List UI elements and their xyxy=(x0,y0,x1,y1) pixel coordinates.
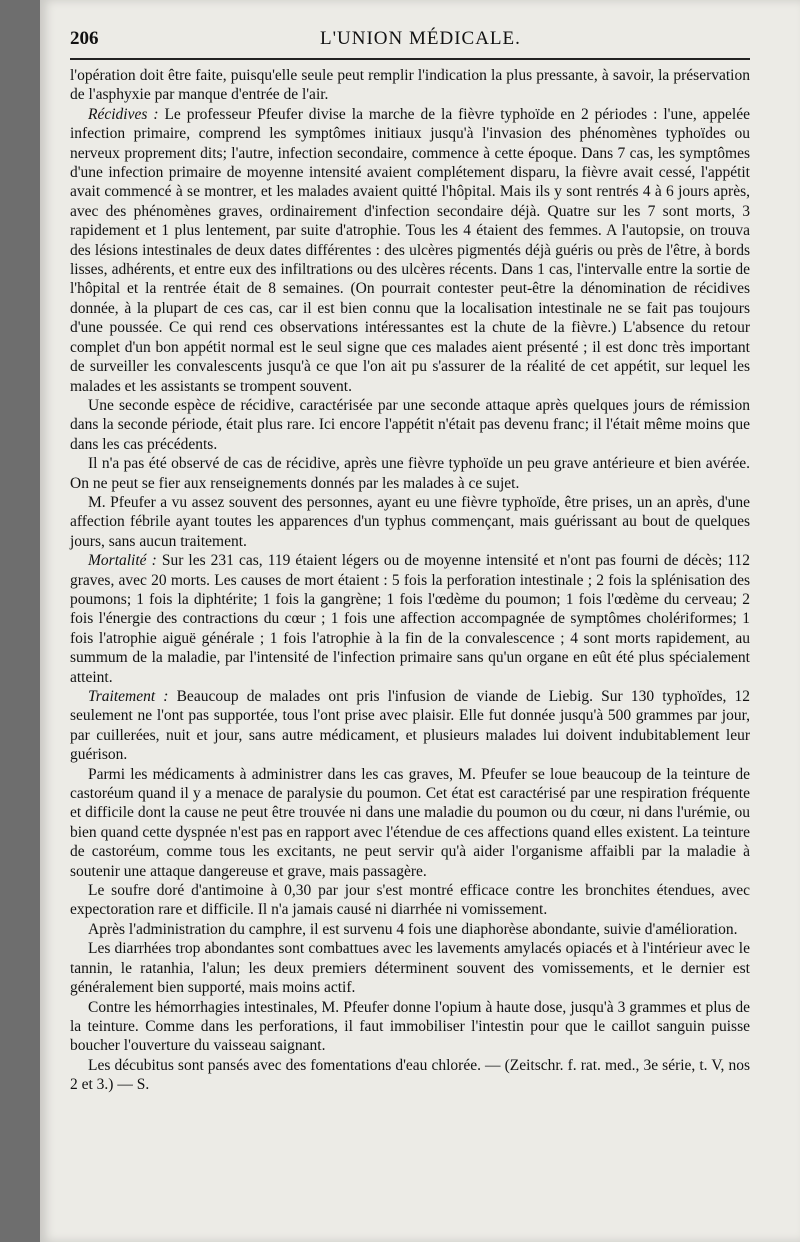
paragraph-text: l'opération doit être faite, puisqu'elle seule peut remplir l'indication la plus pressante, à savoir, la préservation de l'asphyxie par manque d'entrée de l'air. xyxy=(70,67,750,104)
running-head xyxy=(70,28,750,58)
paragraph-non-observe xyxy=(70,454,750,493)
paragraph-text: Le professeur Pfeufer divise la marche de la fièvre typhoïde en 2 périodes : l'une, appelée infection primaire, comprend les symptômes initiaux jusqu'à l'invasion des phénomènes typhoïdes ou nerveux proprement dits; l'autre, infection secondaire, commence à cette époque. Dans 7 cas, les symptômes d'une infection primaire de moyenne intensité avaient complétement disparu, la fièvre avait cessé, l'appétit avait commencé à se montrer, et les malades avaient quitté l'hôpital. Mais ils y sont rentrés 4 à 6 jours après, avec des phénomènes graves, ordinairement d'infection secondaire déjà. Quatre sur les 7 sont morts, 3 rapidement et 1 plus lentement, par suite d'atrophie. Tous les 4 étaient des femmes. A l'autopsie, on trouva des lésions intestinales de deux dates différentes : des ulcères pigmentés déjà guéris ou près de l'être, à bords lisses, adhérents, et entre eux des infiltrations ou des ulcères récents. Dans 1 cas, l'intervalle entre la sortie de l'hôpital et la rentrée était de 8 semaines. (On pourrait contester peut-être la dénomination de récidives donnée, à la plupart de ces cas, car il est bien connu que la localisation intestinale ne se fait pas toujours d'une poussée. Ce qui rend ces observations intéressantes est la chute de la fièvre.) L'absence du retour complet d'un bon appétit normal est le seul signe que ces malades aient présenté ; il est donc très important de surveiller les convalescents jusqu'à ce que l'on ait pu s'assurer de la réalité de cet appétit, sur lequel les malades et les assistants se trompent souvent. xyxy=(70,105,750,395)
paragraph-text: Une seconde espèce de récidive, caractérisée par une seconde attaque après quelques jours de rémission dans la seconde période, était plus rare. Ici encore l'appétit n'était pas devenu franc; il l'était même moins que dans les cas précédents. xyxy=(70,396,750,453)
paragraph-text: Il n'a pas été observé de cas de récidive, après une fièvre typhoïde un peu grave antérieure et bien avérée. On ne peut se fier aux renseignements donnés par les malades à ce sujet. xyxy=(70,455,750,492)
paragraph-decubitus xyxy=(70,1056,750,1095)
paragraph-text: Sur les 231 cas, 119 étaient légers ou de moyenne intensité et n'ont pas fourni de décès; 112 graves, avec 20 morts. Les causes de mort étaient : 5 fois la perforation intestinale ; 2 fois la splénisation des poumons; 1 fois la diphtérite; 1 fois la gangrène; 1 fois l'œdème du poumon; 1 fois l'œdème du cerveau; 2 fois l'énergie des contractions du cœur ; 1 fois une affection accompagnée de symptômes cholériformes; 1 fois l'atrophie aiguë générale ; 1 fois l'atrophie à la fin de la convalescence ; 4 sont morts rapidement, au summum de la maladie, par l'intensité de l'infection primaire sans qu'un organe en eût été plus spécialement atteint. xyxy=(70,552,750,686)
paragraph-mortalite xyxy=(70,551,750,687)
paragraph-hemorrhagies xyxy=(70,998,750,1056)
paragraph-seconde-espece xyxy=(70,396,750,454)
body-text xyxy=(70,66,750,1095)
paragraph-text: Contre les hémorrhagies intestinales, M. Pfeufer donne l'opium à haute dose, jusqu'à 3 grammes et plus de la teinture. Comme dans les perforations, il faut immobiliser l'intestin pour que le caillot sanguin puisse boucher l'ouverture du vaisseau saignant. xyxy=(70,998,750,1055)
page-number: 206 xyxy=(70,28,99,49)
paragraph-text: Après l'administration du camphre, il est survenu 4 fois une diaphorèse abondante, suivie d'amélioration. xyxy=(88,920,738,938)
paragraph-traitement xyxy=(70,687,750,765)
paragraph-text: Beaucoup de malades ont pris l'infusion de viande de Liebig. Sur 130 typhoïdes, 12 seulement ne l'ont pas supportée, tous l'ont prise avec plaisir. Elle fut donnée jusqu'à 500 grammes par jour, par cuillerées, nuit et jour, sans autre médicament, et plusieurs malades lui doivent indubitablement leur guérison. xyxy=(70,688,750,764)
paragraph-camphre xyxy=(70,920,750,939)
paragraph-asphyxie xyxy=(70,66,750,105)
paragraph-text: Les diarrhées trop abondantes sont combattues avec les lavements amylacés opiacés et à l'intérieur avec le tannin, le ratanhia, l'alun; les deux premiers déterminent souvent des vomissements, et le dernier est généralement bien supporté, mais moins actif. xyxy=(70,940,750,997)
document-page xyxy=(40,0,800,1242)
paragraph-text: Le soufre doré d'antimoine à 0,30 par jour s'est montré efficace contre les bronchites étendues, avec expectoration rare et difficile. Il n'a jamais causé ni diarrhée ni vomissement. xyxy=(70,882,750,919)
journal-title: L'UNION MÉDICALE. xyxy=(320,28,521,49)
paragraph-text: Parmi les médicaments à administrer dans les cas graves, M. Pfeufer se loue beaucoup de la teinture de castoréum quand il y a menace de paralysie du poumon. Cet état est caractérisé par une respiration fréquente et difficile dont la cause ne peut être trouvée ni dans une maladie du poumon ou du cœur, ni dans l'urémie, ou bien quand cette dyspnée n'est pas en rapport avec l'étendue de ces affections quand elles existent. La teinture de castoréum, comme tous les excitants, ne peut servir qu'à aider l'organisme affaibli par la maladie à soutenir une attaque dangereuse et grave, mais passagère. xyxy=(70,765,750,880)
paragraph-antimoine xyxy=(70,881,750,920)
section-lead-traitement: Traitement : xyxy=(88,688,169,705)
section-lead-recidives: Récidives : xyxy=(88,105,159,123)
paragraph-diarrhees xyxy=(70,939,750,997)
paragraph-text: M. Pfeufer a vu assez souvent des personnes, ayant eu une fièvre typhoïde, être prises, un an après, d'une affection fébrile ayant toutes les apparences d'un typhus commençant, mais guérissant au bout de quelques jours, sans aucun traitement. xyxy=(70,493,750,550)
paragraph-recidives xyxy=(70,105,750,396)
section-lead-mortalite: Mortalité : xyxy=(88,552,157,570)
paragraph-text: Les décubitus sont pansés avec des fomentations d'eau chlorée. — (Zeitschr. f. rat. med., 3e série, t. V, nos 2 et 3.) — S. xyxy=(70,1056,750,1094)
header-rule xyxy=(70,58,750,60)
paragraph-castoreum xyxy=(70,765,750,881)
paragraph-pfeufer-observation xyxy=(70,493,750,551)
